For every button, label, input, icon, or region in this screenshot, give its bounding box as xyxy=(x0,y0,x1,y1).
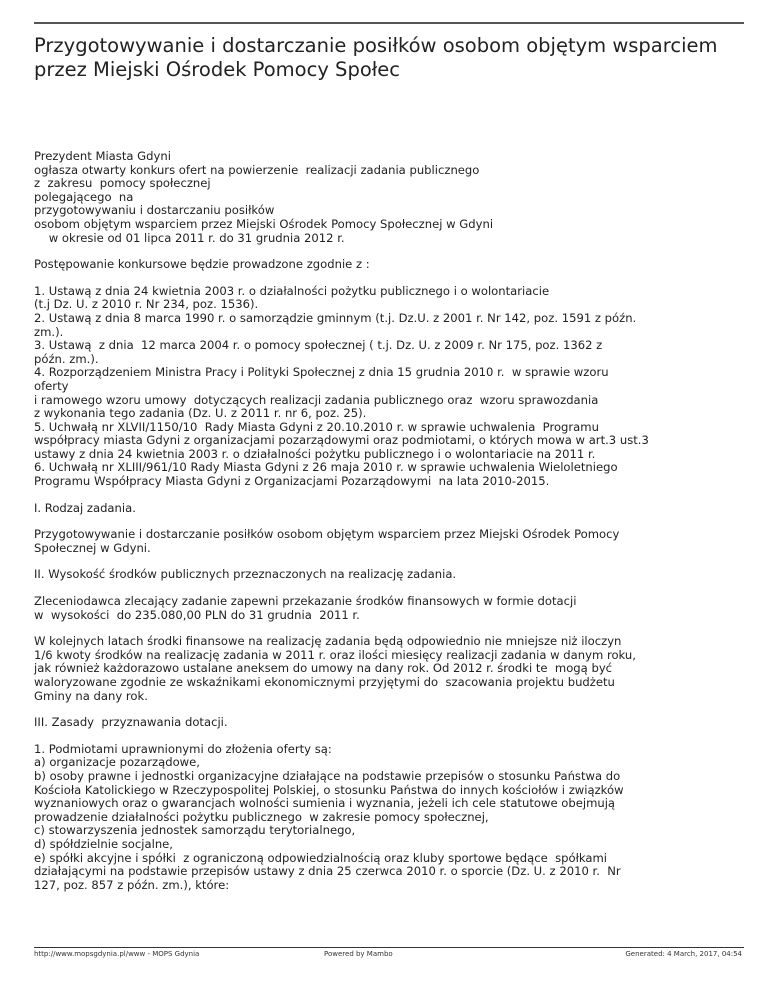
paragraph-gap xyxy=(34,272,736,285)
paragraph-gap xyxy=(34,730,736,743)
text-line: Przygotowywanie i dostarczanie posiłków osobom objętym wsparciem przez Miejski Ośrodek Pomocy xyxy=(34,527,620,542)
text-line: jak również każdorazowo ustalane aneksem do umowy na dany rok. Od 2012 r. środki te mogą być xyxy=(34,661,613,676)
text-line: a) organizacje pozarządowe, xyxy=(34,755,200,770)
text-line: W kolejnych latach środki finansowe na realizację zadania będą odpowiednio nie mniejsze niż iloczyn xyxy=(34,634,622,649)
text-line: i ramowego wzoru umowy dotyczących realizacji zadania publicznego oraz wzoru sprawozdania xyxy=(34,392,599,407)
text-line: 2. Ustawą z dnia 8 marca 1990 r. o samorządzie gminnym (t.j. Dz.U. z 2001 r. Nr 142, poz. 1591 z późn. xyxy=(34,310,637,325)
text-line: 127, poz. 857 z późn. zm.), które: xyxy=(34,877,230,892)
text-line: polegającego na xyxy=(34,189,134,204)
text-line: w wysokości do 235.080,00 PLN do 31 grudnia 2011 r. xyxy=(34,607,360,622)
text-line: II. Wysokość środków publicznych przeznaczonych na realizację zadania. xyxy=(34,567,457,582)
text-line: osobom objętym wsparciem przez Miejski Ośrodek Pomocy Społecznej w Gdyni xyxy=(34,216,494,231)
text-line: ogłasza otwarty konkurs ofert na powierzenie realizacji zadania publicznego xyxy=(34,162,480,177)
paragraph xyxy=(34,285,736,489)
text-line: prowadzenie działalności pożytku publicznego w zakresie pomocy społecznej, xyxy=(34,809,489,824)
footer-rule xyxy=(34,947,744,948)
text-line: 3. Ustawą z dnia 12 marca 2004 r. o pomocy społecznej ( t.j. Dz. U. z 2009 r. Nr 175, poz. 1362 z xyxy=(34,338,603,353)
text-line: Prezydent Miasta Gdyni xyxy=(34,149,171,163)
text-line: z zakresu pomocy społecznej xyxy=(34,176,211,191)
paragraph xyxy=(34,635,736,703)
text-line: 5. Uchwałą nr XLVII/1150/10 Rady Miasta Gdyni z 20.10.2010 r. w sprawie uchwalenia Programu xyxy=(34,419,599,434)
paragraph xyxy=(34,528,736,555)
text-line: zm.). xyxy=(34,324,64,339)
top-rule xyxy=(34,22,744,24)
text-line: e) spółki akcyjne i spółki z ograniczoną odpowiedzialnością oraz kluby sportowe będące spółkami xyxy=(34,850,608,865)
document-body xyxy=(34,150,736,892)
text-line: 4. Rozporządzeniem Ministra Pracy i Polityki Społecznej z dnia 15 grudnia 2010 r. w sprawie wzoru xyxy=(34,365,609,380)
text-line: współpracy miasta Gdyni z organizacjami pozarządowymi oraz podmiotami, o których mowa w art.3 ust.3 xyxy=(34,433,649,448)
paragraph xyxy=(34,258,736,272)
text-line: c) stowarzyszenia jednostek samorządu terytorialnego, xyxy=(34,823,356,838)
text-line: Zleceniodawca zlecający zadanie zapewni przekazanie środków finansowych w formie dotacji xyxy=(34,594,577,609)
text-line: przygotowywaniu i dostarczaniu posiłków xyxy=(34,203,275,218)
footer-source-url: http://www.mopsgdynia.pl/www - MOPS Gdynia xyxy=(34,950,200,958)
page-title: Przygotowywanie i dostarczanie posiłków osobom objętym wsparciem przez Miejski Ośrodek Pomocy Społec xyxy=(34,34,718,81)
text-line: działającymi na podstawie przepisów ustawy z dnia 25 czerwca 2010 r. o sporcie (Dz. U. z 2010 r. Nr xyxy=(34,864,621,879)
paragraph xyxy=(34,150,736,245)
text-line: Programu Współpracy Miasta Gdyni z Organizacjami Pozarządowymi na lata 2010-2015. xyxy=(34,474,550,489)
footer-powered-by: Powered by Mambo xyxy=(324,950,393,958)
paragraph xyxy=(34,568,736,582)
footer-generated-date: Generated: 4 March, 2017, 04:54 xyxy=(625,950,742,958)
text-line: późn. zm.). xyxy=(34,351,99,366)
text-line: ustawy z dnia 24 kwietnia 2003 r. o działalności pożytku publicznego i o wolontariacie na 2011 r. xyxy=(34,446,596,461)
text-line: III. Zasady przyznawania dotacji. xyxy=(34,715,228,730)
text-line: 1. Ustawą z dnia 24 kwietnia 2003 r. o działalności pożytku publicznego i o wolontariacie xyxy=(34,283,550,298)
text-line: 1/6 kwoty środków na realizację zadania w 2011 r. oraz ilości miesięcy realizacji zadania w danym roku, xyxy=(34,647,636,662)
paragraph-gap xyxy=(34,489,736,502)
paragraph xyxy=(34,716,736,730)
paragraph xyxy=(34,595,736,622)
paragraph xyxy=(34,743,736,893)
text-line: 1. Podmiotami uprawnionymi do złożenia oferty są: xyxy=(34,741,332,756)
text-line: w okresie od 01 lipca 2011 r. do 31 grudnia 2012 r. xyxy=(34,230,345,245)
text-line: d) spółdzielnie socjalne, xyxy=(34,836,173,851)
text-line: Kościoła Katolickiego w Rzeczypospolitej Polskiej, o stosunku Państwa do innych kościołów i związków xyxy=(34,782,624,797)
text-line: (t.j Dz. U. z 2010 r. Nr 234, poz. 1536). xyxy=(34,297,259,312)
text-line: I. Rodzaj zadania. xyxy=(34,500,136,515)
text-line: Postępowanie konkursowe będzie prowadzone zgodnie z : xyxy=(34,257,370,272)
text-line: oferty xyxy=(34,378,69,393)
paragraph xyxy=(34,502,736,516)
text-line: wyznaniowych oraz o gwarancjach wolności sumienia i wyznania, jeżeli ich cele statutowe obejmują xyxy=(34,796,616,811)
text-line: b) osoby prawne i jednostki organizacyjne działające na podstawie przepisów o stosunku Państwa do xyxy=(34,768,621,783)
text-line: 6. Uchwałą nr XLIII/961/10 Rady Miasta Gdyni z 26 maja 2010 r. w sprawie uchwalenia Wieloletniego xyxy=(34,460,618,475)
text-line: Społecznej w Gdyni. xyxy=(34,540,151,555)
text-line: z wykonania tego zadania (Dz. U. z 2011 r. nr 6, poz. 25). xyxy=(34,406,367,421)
text-line: waloryzowane zgodnie ze wskaźnikami ekonomicznymi przyjętymi do szacowania projektu budżetu xyxy=(34,675,615,689)
text-line: Gminy na dany rok. xyxy=(34,688,148,703)
